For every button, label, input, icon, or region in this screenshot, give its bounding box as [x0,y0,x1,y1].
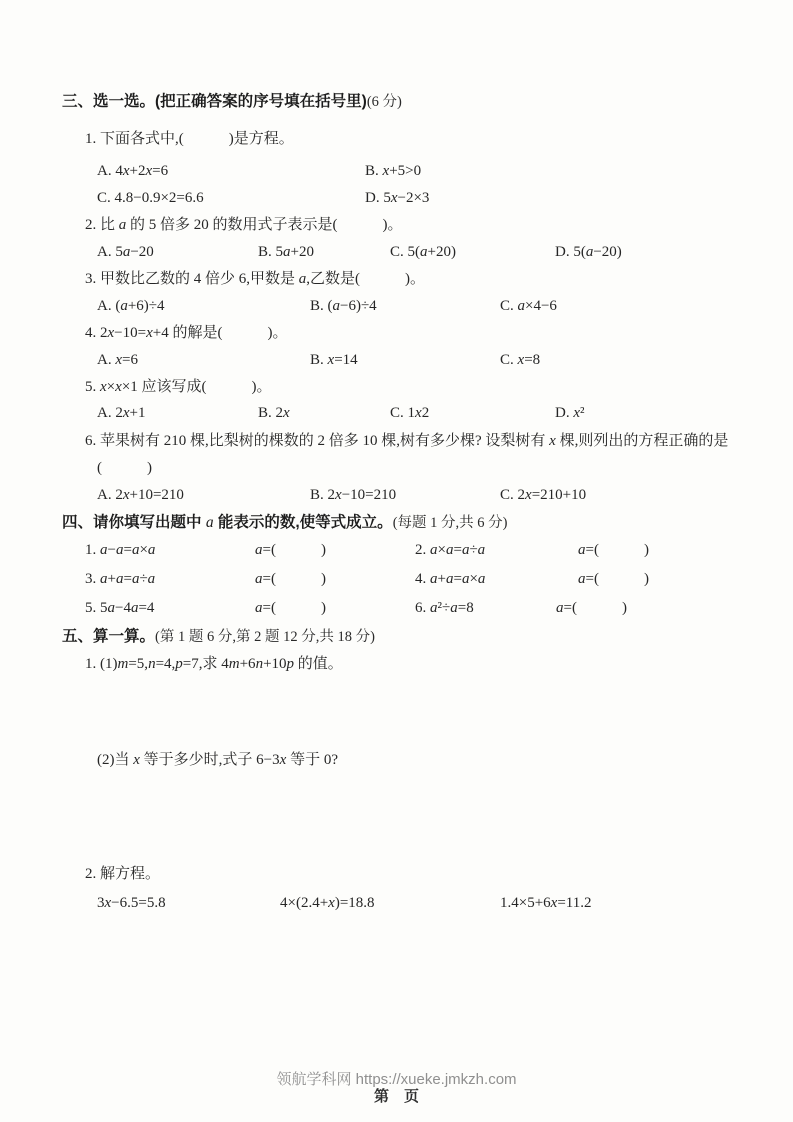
q6-stem-line-2: ( ) [97,460,152,476]
q1-stem: 1. 下面各式中,( )是方程。 [85,131,294,147]
q5-option-b: B. 2x [258,405,290,421]
fill-item-5-eq: 5. 5a−4a=4 [85,600,155,616]
fill-item-1-ans: a=( ) [255,542,326,558]
q2-option-b: B. 5a+20 [258,244,314,260]
section-5-heading [62,627,375,646]
calc-q2-label: 2. 解方程。 [85,866,161,882]
section-5-score: (第 1 题 6 分,第 2 题 12 分,共 18 分) [155,629,375,645]
fill-item-6-ans: a=( ) [556,600,627,616]
q6-option-c: C. 2x=210+10 [500,487,587,503]
fill-item-6-eq: 6. a²÷a=8 [415,600,474,616]
q5-option-a: A. 2x+1 [97,405,146,421]
equation-3: 1.4×5+6x=11.2 [500,895,592,911]
fill-item-3-ans: a=( ) [255,571,326,587]
q3-option-b: B. (a−6)÷4 [310,298,377,314]
watermark-site-link: 领航学科网 https://xueke.jmkzh.com [276,1071,517,1088]
q2-option-d: D. 5(a−20) [555,244,622,260]
q3-option-c: C. a×4−6 [500,298,557,314]
fill-item-4-ans: a=( ) [578,571,649,587]
section-5-title: 五、算一算。 [62,628,156,645]
q6-stem-line-1: 6. 苹果树有 210 棵,比梨树的棵数的 2 倍多 10 棵,树有多少棵? 设梨树有 x 棵,则列出的方程正确的是 [85,433,729,449]
q2-option-c: C. 5(a+20) [390,244,456,260]
q4-option-b: B. x=14 [310,352,358,368]
equation-2: 4×(2.4+x)=18.8 [280,895,375,911]
fill-item-2-ans: a=( ) [578,542,649,558]
fill-item-5-ans: a=( ) [255,600,326,616]
fill-item-4-eq: 4. a+a=a×a [415,571,486,587]
q2-option-a: A. 5a−20 [97,244,154,260]
equation-1: 3x−6.5=5.8 [97,895,166,911]
q4-option-a: A. x=6 [97,352,138,368]
calc-q1-part2: (2)当 x 等于多少时,式子 6−3x 等于 0? [97,752,338,768]
q3-option-a: A. (a+6)÷4 [97,298,165,314]
fill-item-2-eq: 2. a×a=a÷a [415,542,486,558]
q4-option-c: C. x=8 [500,352,541,368]
q3-stem: 3. 甲数比乙数的 4 倍少 6,甲数是 a,乙数是( )。 [85,271,426,287]
q2-stem: 2. 比 a 的 5 倍多 20 的数用式子表示是( )。 [85,217,403,233]
section-3-heading [62,92,402,111]
section-4-title: 四、请你填写出题中 a 能表示的数,使等式成立。 [62,514,393,531]
fill-item-3-eq: 3. a+a=a÷a [85,571,156,587]
calc-q1-part1: 1. (1)m=5,n=4,p=7,求 4m+6n+10p 的值。 [85,656,343,672]
q6-option-a: A. 2x+10=210 [97,487,184,503]
page-number: 第 页 [373,1088,419,1105]
q5-stem: 5. x×x×1 应该写成( )。 [85,379,272,395]
q4-stem: 4. 2x−10=x+4 的解是( )。 [85,325,288,341]
section-3-title: 三、选一选。(把正确答案的序号填在括号里) [62,93,367,110]
q1-option-c: C. 4.8−0.9×2=6.6 [97,190,204,206]
section-3-score: (6 分) [366,94,402,110]
q1-option-a: A. 4x+2x=6 [97,163,169,179]
section-4-heading [62,513,507,532]
section-4-score: (每题 1 分,共 6 分) [392,515,508,531]
fill-item-1-eq: 1. a−a=a×a [85,542,156,558]
q5-option-c: C. 1x2 [390,405,430,421]
q1-option-b: B. x+5>0 [365,163,422,179]
q1-option-d: D. 5x−2×3 [365,190,430,206]
q6-option-b: B. 2x−10=210 [310,487,397,503]
q5-option-d: D. x² [555,405,585,421]
